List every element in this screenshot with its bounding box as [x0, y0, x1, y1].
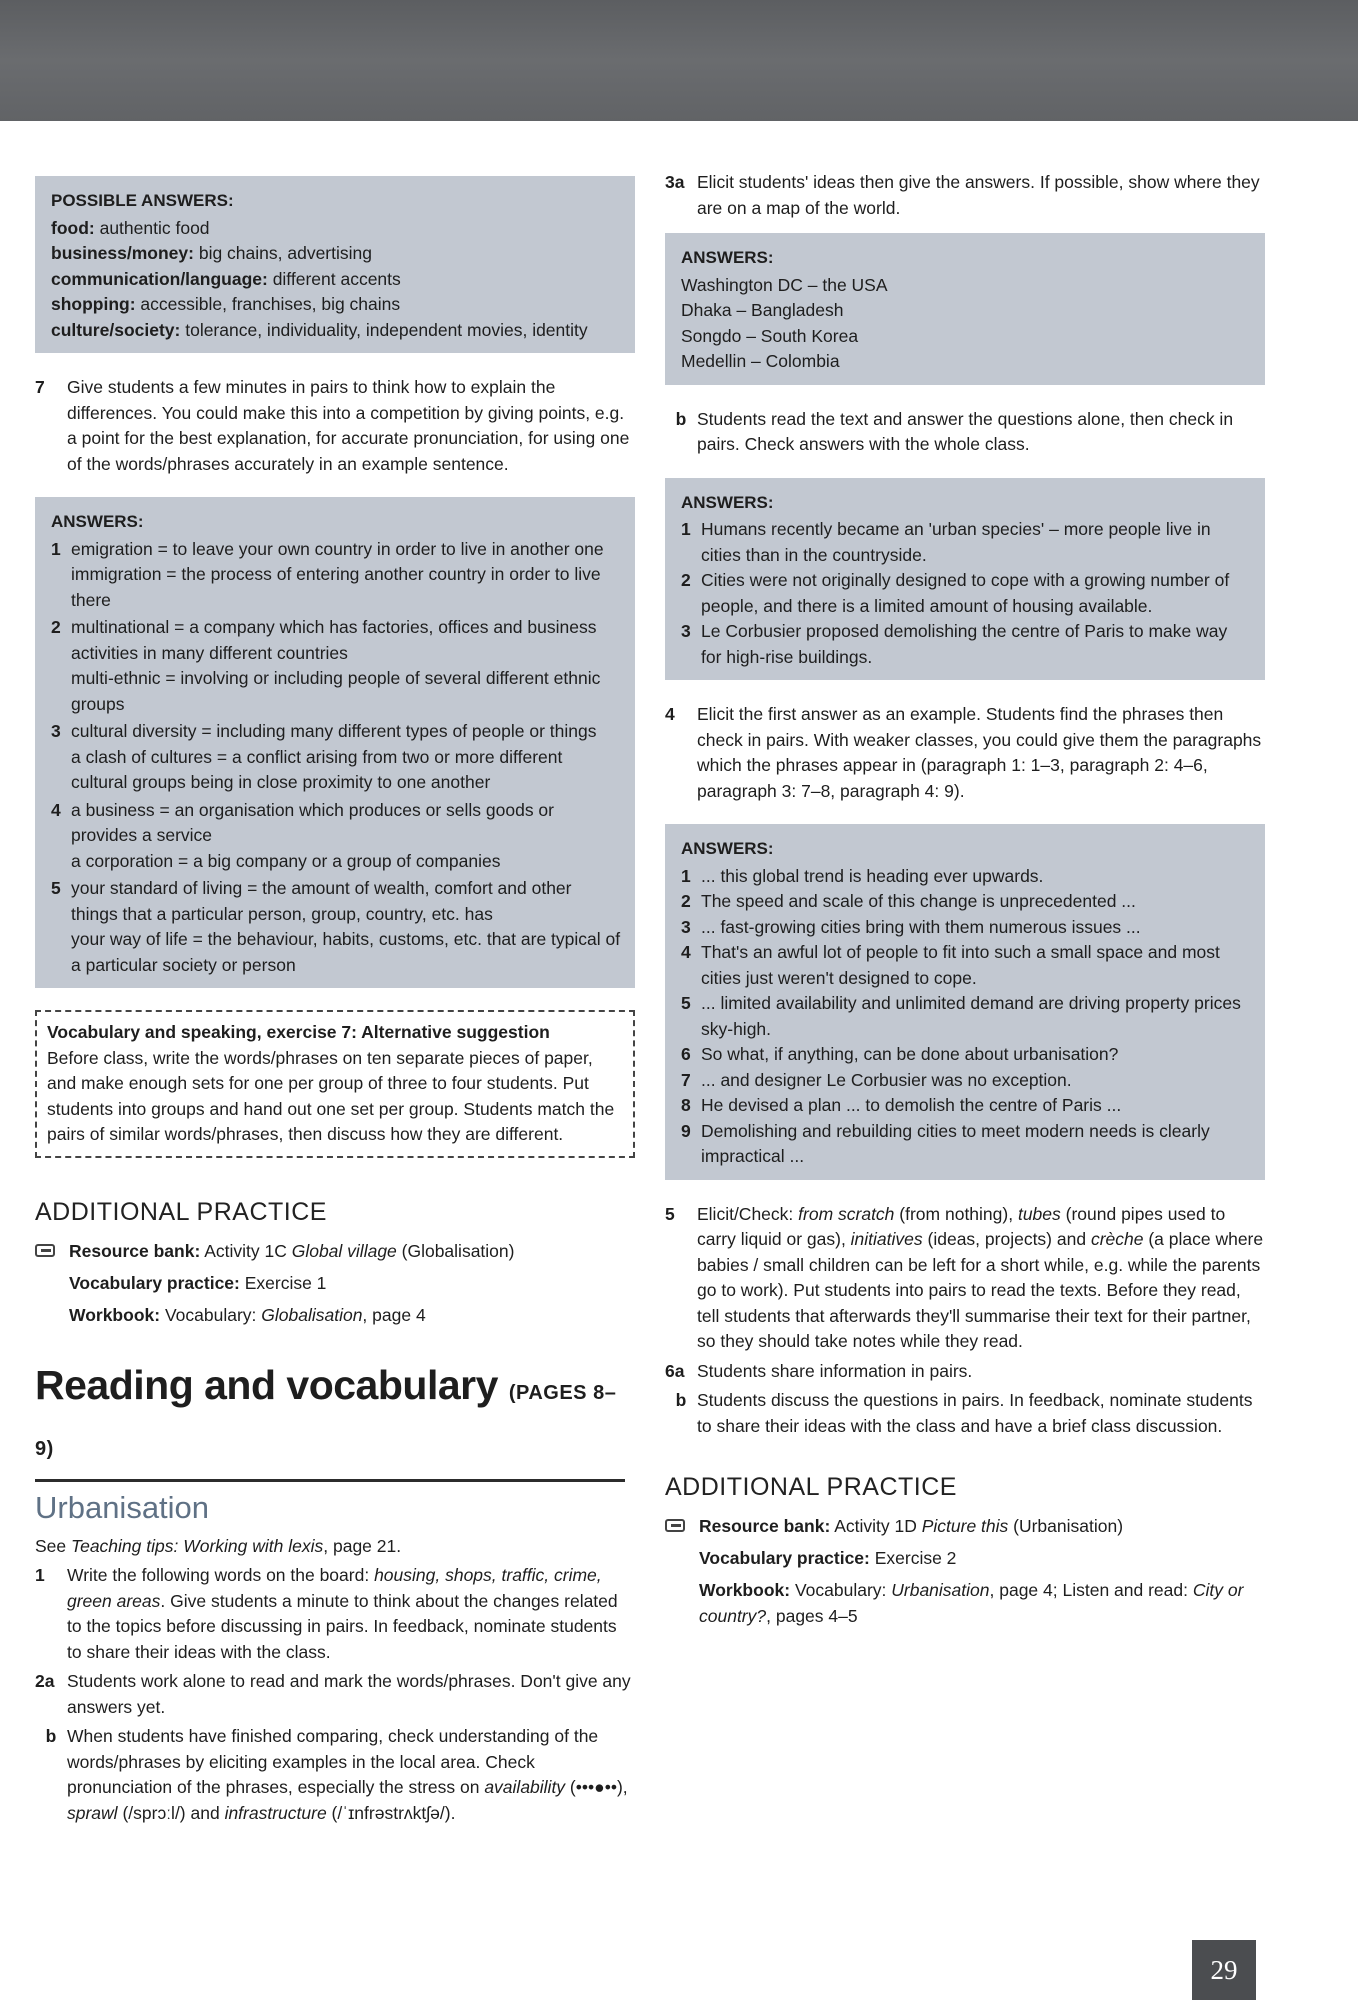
resource-bank-icon: [665, 1519, 685, 1532]
answer-line: Songdo – South Korea: [681, 325, 859, 346]
vocabulary-practice-line: Vocabulary practice: Exercise 2: [699, 1548, 957, 1568]
section-pages: (PAGES 8–9): [35, 1381, 617, 1460]
instruction-2a: 2a Students work alone to read and mark the words/phrases. Don't give any answers yet.: [35, 1671, 631, 1717]
see-teaching-tips: See Teaching tips: Working with lexis, page 21.: [35, 1535, 402, 1556]
answer-item: 1 emigration = to leave your own country in order to live in another one immigration = the process of entering another country in order to live there: [51, 538, 604, 610]
resource-bank-line: Resource bank: Activity 1D Picture this (Urbanisation): [665, 1510, 1265, 1542]
reading-section: [35, 1361, 635, 1827]
instruction-1: 1 Write the following words on the board: housing, shops, traffic, crime, green areas. Give students a minute to think about the changes related to the topics before discussing in pairs. In feedback, nominate students to share their ideas with the class.: [35, 1565, 618, 1662]
answer-item: 6 So what, if anything, can be done about urbanisation?: [681, 1044, 1119, 1064]
section-title: Reading and vocabulary (PAGES 8–9): [35, 1361, 617, 1460]
alternative-suggestion-title: Vocabulary and speaking, exercise 7: Alternative suggestion: [47, 1022, 550, 1042]
answers-3b-box: [665, 478, 1265, 681]
resource-bank-icon: [35, 1244, 55, 1257]
answers-4-box: [665, 824, 1265, 1180]
instruction-6a: 6a Students share information in pairs.: [665, 1360, 973, 1381]
answers-title: ANSWERS:: [681, 839, 774, 858]
instruction-4: 4 Elicit the first answer as an example. Students find the phrases then check in pairs. With weaker classes, you could give them the paragraphs which the phrases appear in (paragraph 1: 1–3, paragraph 2: 4–6, paragraph 3: 7–8, paragraph 4: 9).: [665, 704, 1262, 801]
workbook-line: Workbook: Vocabulary: Globalisation, page 4: [69, 1304, 426, 1325]
section-subtitle: Urbanisation: [35, 1489, 210, 1525]
instruction-5: 5 Elicit/Check: from scratch (from nothing), tubes (round pipes used to carry liquid or gas), initiatives (ideas, projects) and crèche (a place where babies / small children can be left for a short while, e.g. while the parents go to work). Put students into pairs to read the texts. Before they read, tell students that afterwards they'll summarise their text for their partner, so they should take notes while they read.: [665, 1203, 1264, 1351]
possible-answer-row: communication/language: different accents: [51, 268, 401, 289]
additional-practice-left: [35, 1198, 635, 1331]
answer-item: 1 Humans recently became an 'urban species' – more people live in cities than in the countryside.: [681, 519, 1211, 565]
answer-item: 1 ... this global trend is heading ever upwards.: [681, 865, 1044, 886]
answers-3a-box: [665, 233, 1265, 385]
possible-answers-box: [35, 176, 635, 353]
possible-answer-row: culture/society: tolerance, individuality, independent movies, identity: [51, 319, 588, 340]
answers-title: ANSWERS:: [681, 248, 774, 267]
section-rule: [35, 1479, 625, 1482]
answer-item: 3 Le Corbusier proposed demolishing the centre of Paris to make way for high-rise buildings.: [681, 621, 1228, 667]
answer-item: 2 Cities were not originally designed to cope with a growing number of people, and there is a limited amount of housing available.: [681, 570, 1230, 616]
answer-item: 2 multinational = a company which has factories, offices and business activities in many different countries multi-ethnic = involving or including people of several different ethnic groups: [51, 617, 601, 714]
instruction-7: 7 Give students a few minutes in pairs to think how to explain the differences. You could make this into a competition by giving points, e.g. a point for the best explanation, for accurate pronunciation, for using one of the words/phrases accurately in an example sentence.: [35, 377, 630, 474]
answer-item: 5 ... limited availability and unlimited demand are driving property prices sky-high.: [681, 993, 1241, 1039]
answer-item: 4 a business = an organisation which produces or sells goods or provides a service a corporation = a big company or a group of companies: [51, 799, 554, 871]
additional-practice-title: ADDITIONAL PRACTICE: [665, 1473, 957, 1501]
answer-item: 3 cultural diversity = including many different types of people or things a clash of cultures = a conflict arising from two or more different cultural groups being in close proximity to one another: [51, 721, 597, 792]
answer-item: 9 Demolishing and rebuilding cities to meet modern needs is clearly impractical ...: [681, 1120, 1210, 1166]
possible-answer-row: food: authentic food: [51, 217, 210, 238]
answer-item: 8 He devised a plan ... to demolish the centre of Paris ...: [681, 1095, 1122, 1115]
answers-title: ANSWERS:: [51, 512, 144, 531]
additional-practice-title: ADDITIONAL PRACTICE: [35, 1197, 327, 1226]
answer-line: Washington DC – the USA: [681, 274, 888, 295]
answers-7-box: [35, 497, 635, 988]
answer-item: 7 ... and designer Le Corbusier was no exception.: [681, 1069, 1072, 1090]
answer-item: 5 your standard of living = the amount of wealth, comfort and other things that a particular person, group, country, etc. has your way of life = the behaviour, habits, customs, etc. that are typical of a particular society or person: [51, 878, 621, 975]
left-column: [35, 170, 635, 1826]
answer-item: 4 That's an awful lot of people to fit into such a small space and most cities just weren't designed to cope.: [681, 942, 1220, 988]
right-column: [665, 170, 1265, 1629]
vocabulary-practice-line: Vocabulary practice: Exercise 1: [69, 1272, 327, 1293]
page-number: 29: [1192, 1940, 1256, 2000]
instruction-3a: 3a Elicit students' ideas then give the answers. If possible, show where they are on a map of the world.: [665, 172, 1260, 218]
additional-practice-right: [665, 1473, 1265, 1629]
instruction-6b: b Students discuss the questions in pairs. In feedback, nominate students to share their ideas with the class and have a brief class discussion.: [675, 1390, 1253, 1436]
top-header-band: [0, 0, 1358, 121]
possible-answers-title: POSSIBLE ANSWERS:: [51, 191, 234, 210]
alternative-suggestion-text: Before class, write the words/phrases on ten separate pieces of paper, and make enough sets for one per group of three to four students. Put students into groups and hand out one set per group. Students match the pairs of similar words/phrases, then discuss how they are different.: [47, 1047, 615, 1144]
answer-item: 3 ... fast-growing cities bring with them numerous issues ...: [681, 916, 1141, 937]
answers-title: ANSWERS:: [681, 492, 774, 512]
answer-item: 2 The speed and scale of this change is unprecedented ...: [681, 891, 1136, 911]
answer-line: Medellin – Colombia: [681, 351, 840, 371]
resource-bank-line: Resource bank: Activity 1C Global village (Globalisation): [35, 1235, 635, 1267]
alternative-suggestion-box: [35, 1010, 635, 1158]
possible-answer-row: business/money: big chains, advertising: [51, 243, 372, 263]
instruction-2b: b When students have finished comparing, check understanding of the words/phrases by eliciting examples in the local area. Check pronunciation of the phrases, especially the stress on availability (•••●••), sprawl (/sprɔːl/) and infrastructure (/ˈɪnfrəstrʌktʃə/).: [45, 1726, 628, 1823]
workbook-line: Workbook: Vocabulary: Urbanisation, page 4; Listen and read: City or country?, pages 4–5: [699, 1580, 1244, 1626]
possible-answer-row: shopping: accessible, franchises, big chains: [51, 294, 401, 314]
instruction-3b: b Students read the text and answer the questions alone, then check in pairs. Check answers with the whole class.: [675, 408, 1234, 454]
answer-line: Dhaka – Bangladesh: [681, 300, 844, 320]
